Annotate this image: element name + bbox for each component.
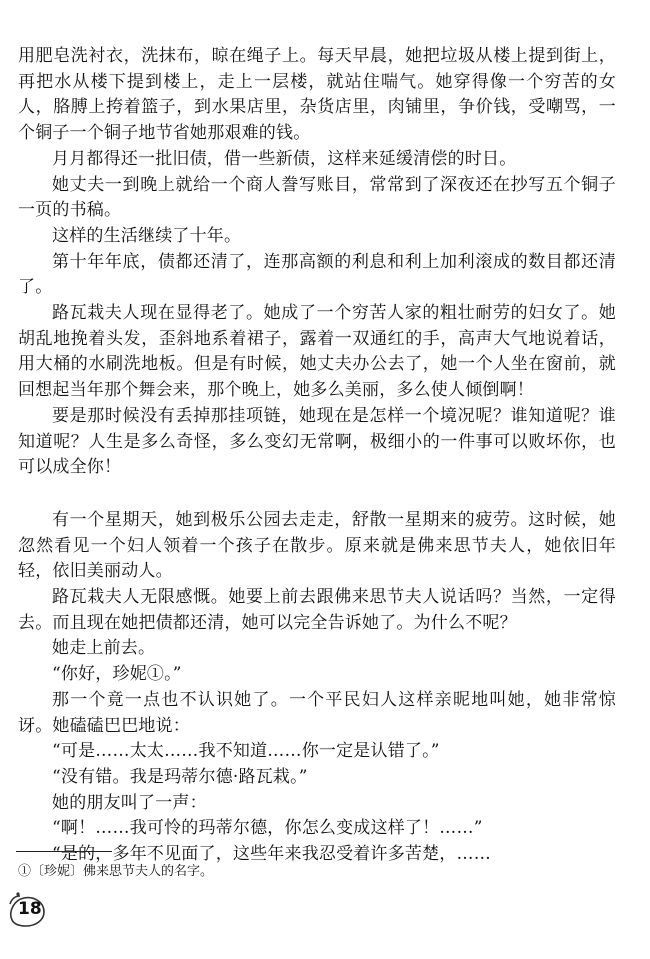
- paragraph-15: 她的朋友叫了一声：: [52, 792, 207, 813]
- body-text: [18, 44, 616, 868]
- paragraph-10: 她走上前去。: [52, 638, 156, 659]
- footnote: ①〔珍妮〕佛来思节夫人的名字。: [18, 864, 214, 879]
- paragraph-7: 要是那时候没有丢掉那挂项链，她现在是怎样一个境况呢？谁知道呢？谁知道呢？人生是多么奇怪，多么变幻无常啊，极细小的一件事可以败坏你，也可以成全你！: [18, 405, 616, 478]
- paragraph-17: “是的，多年不见面了，这些年来我忍受着许多苦楚，……: [52, 844, 491, 865]
- page-number-badge: [4, 890, 52, 930]
- paragraph-11: “你好，珍妮①。”: [52, 664, 182, 685]
- paragraph-9: 路瓦栽夫人无限感慨。她要上前去跟佛来思节夫人说话吗？当然，一定得去。而且现在她把债都还清，她可以完全告诉她了。为什么不呢？: [18, 587, 616, 633]
- paragraph-14: “没有错。我是玛蒂尔德·路瓦栽。”: [52, 766, 308, 787]
- paragraph-5: 第十年年底，债都还清了，连那高额的利息和利上加利滚成的数目都还清了。: [18, 251, 616, 298]
- section-break: [18, 481, 616, 508]
- paragraph-3: 她丈夫一到晚上就给一个商人誊写账目，常常到了深夜还在抄写五个铜子一页的书稿。: [18, 174, 616, 221]
- footnote-divider: [16, 851, 112, 852]
- paragraph-12: 那一个竟一点也不认识她了。一个平民妇人这样亲昵地叫她，她非常惊讶。她磕磕巴巴地说：: [18, 689, 616, 736]
- paragraph-6: 路瓦栽夫人现在显得老了。她成了一个穷苦人家的粗壮耐劳的妇女了。她胡乱地挽着头发，歪斜地系着裙子，露着一双通红的手，高声大气地说着话，用大桶的水刷洗地板。但是有时候，她丈夫办公去了，她一个人坐在窗前，就回想起当年那个舞会来，那个晚上，她多么美丽，多么使人倾倒啊！: [18, 303, 616, 401]
- paragraph-16: “啊！……我可怜的玛蒂尔德，你怎么变成这样了！……”: [52, 818, 483, 839]
- paragraph-8: 有一个星期天，她到极乐公园去走走，舒散一星期来的疲劳。这时候，她忽然看见一个妇人领着一个孩子在散步。原来就是佛来思节夫人，她依旧年轻，依旧美丽动人。: [18, 509, 616, 582]
- paragraph-1: 用肥皂洗衬衣，洗抹布，晾在绳子上。每天早晨，她把垃圾从楼上提到街上，再把水从楼下提到楼上，走上一层楼，就站住喘气。她穿得像一个穷苦的女人，胳膊上挎着篮子，到水果店里，杂货店里，肉铺里，争价钱，受嘲骂，一个铜子一个铜子地节省她那艰难的钱。: [18, 46, 616, 144]
- paragraph-4: 这样的生活继续了十年。: [52, 225, 242, 246]
- paragraph-2: 月月都得还一批旧债，借一些新债，这样来延缓清偿的时日。: [52, 148, 517, 169]
- paragraph-13: “可是……太太……我不知道……你一定是认错了。”: [52, 741, 440, 762]
- page-number: 18: [18, 899, 42, 919]
